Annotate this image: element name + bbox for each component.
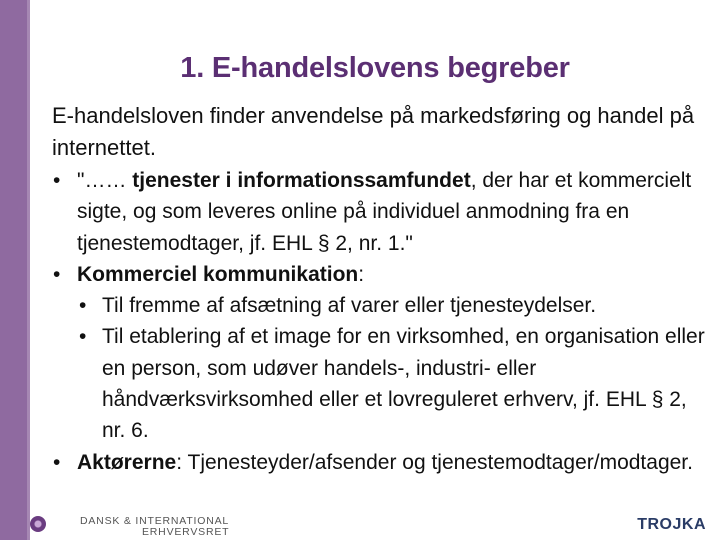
sub-bullet-text: Til etablering af et image for en virksomhed, en organisation eller en person, som udøver handels-, industri- eller håndværksvirksomhed eller et lovreguleret erhverv, jf. EHL § 2, nr. 6. (102, 325, 705, 443)
bullet-bold-term: tjenester i informationssamfundet (132, 169, 471, 192)
sub-bullet-text: Til fremme af afsætning af varer eller tjenesteydelser. (102, 294, 597, 318)
bullet-item-actors (52, 447, 714, 478)
sub-bullet-item (52, 321, 714, 446)
footer-org-line2: ERHVERVSRET (142, 526, 230, 538)
bullet-text: : Tjenesteyder/afsender og tjenestemodtager/modtager. (176, 450, 693, 474)
slide-title: 1. E-handelslovens begreber (180, 52, 570, 84)
footer-org-line1: DANSK & INTERNATIONAL (80, 515, 230, 527)
footer-brand-logo: TROJKA (637, 516, 706, 533)
bullet-dot: • (79, 325, 87, 349)
bullet-dot: • (53, 450, 61, 474)
bullet-bold-term: Aktørerne (77, 450, 177, 474)
footer-organization (80, 516, 229, 538)
bullet-dot: • (53, 262, 61, 286)
bullet-item-services (52, 165, 714, 259)
bullet-text: , der har et kommercielt sigte, og som leveres online på individuel anmodning fra en tjenestemodtager, jf. EHL § 2, nr. 1." (77, 169, 692, 255)
bullet-dot: • (79, 294, 87, 318)
seal-logo-icon (30, 516, 46, 532)
sub-bullet-item (52, 290, 714, 321)
bullet-item-commercial-communication (52, 259, 714, 290)
bullet-text: : (358, 262, 365, 286)
bullet-bold-term: Kommerciel kommunikation (77, 262, 359, 286)
left-accent-bar (0, 0, 30, 540)
bullet-dot: • (53, 169, 61, 192)
bullet-list (52, 165, 714, 478)
bullet-lead: "…… (77, 169, 133, 192)
intro-paragraph: E-handelsloven finder anvendelse på markedsføring og handel på internettet. (52, 103, 695, 160)
